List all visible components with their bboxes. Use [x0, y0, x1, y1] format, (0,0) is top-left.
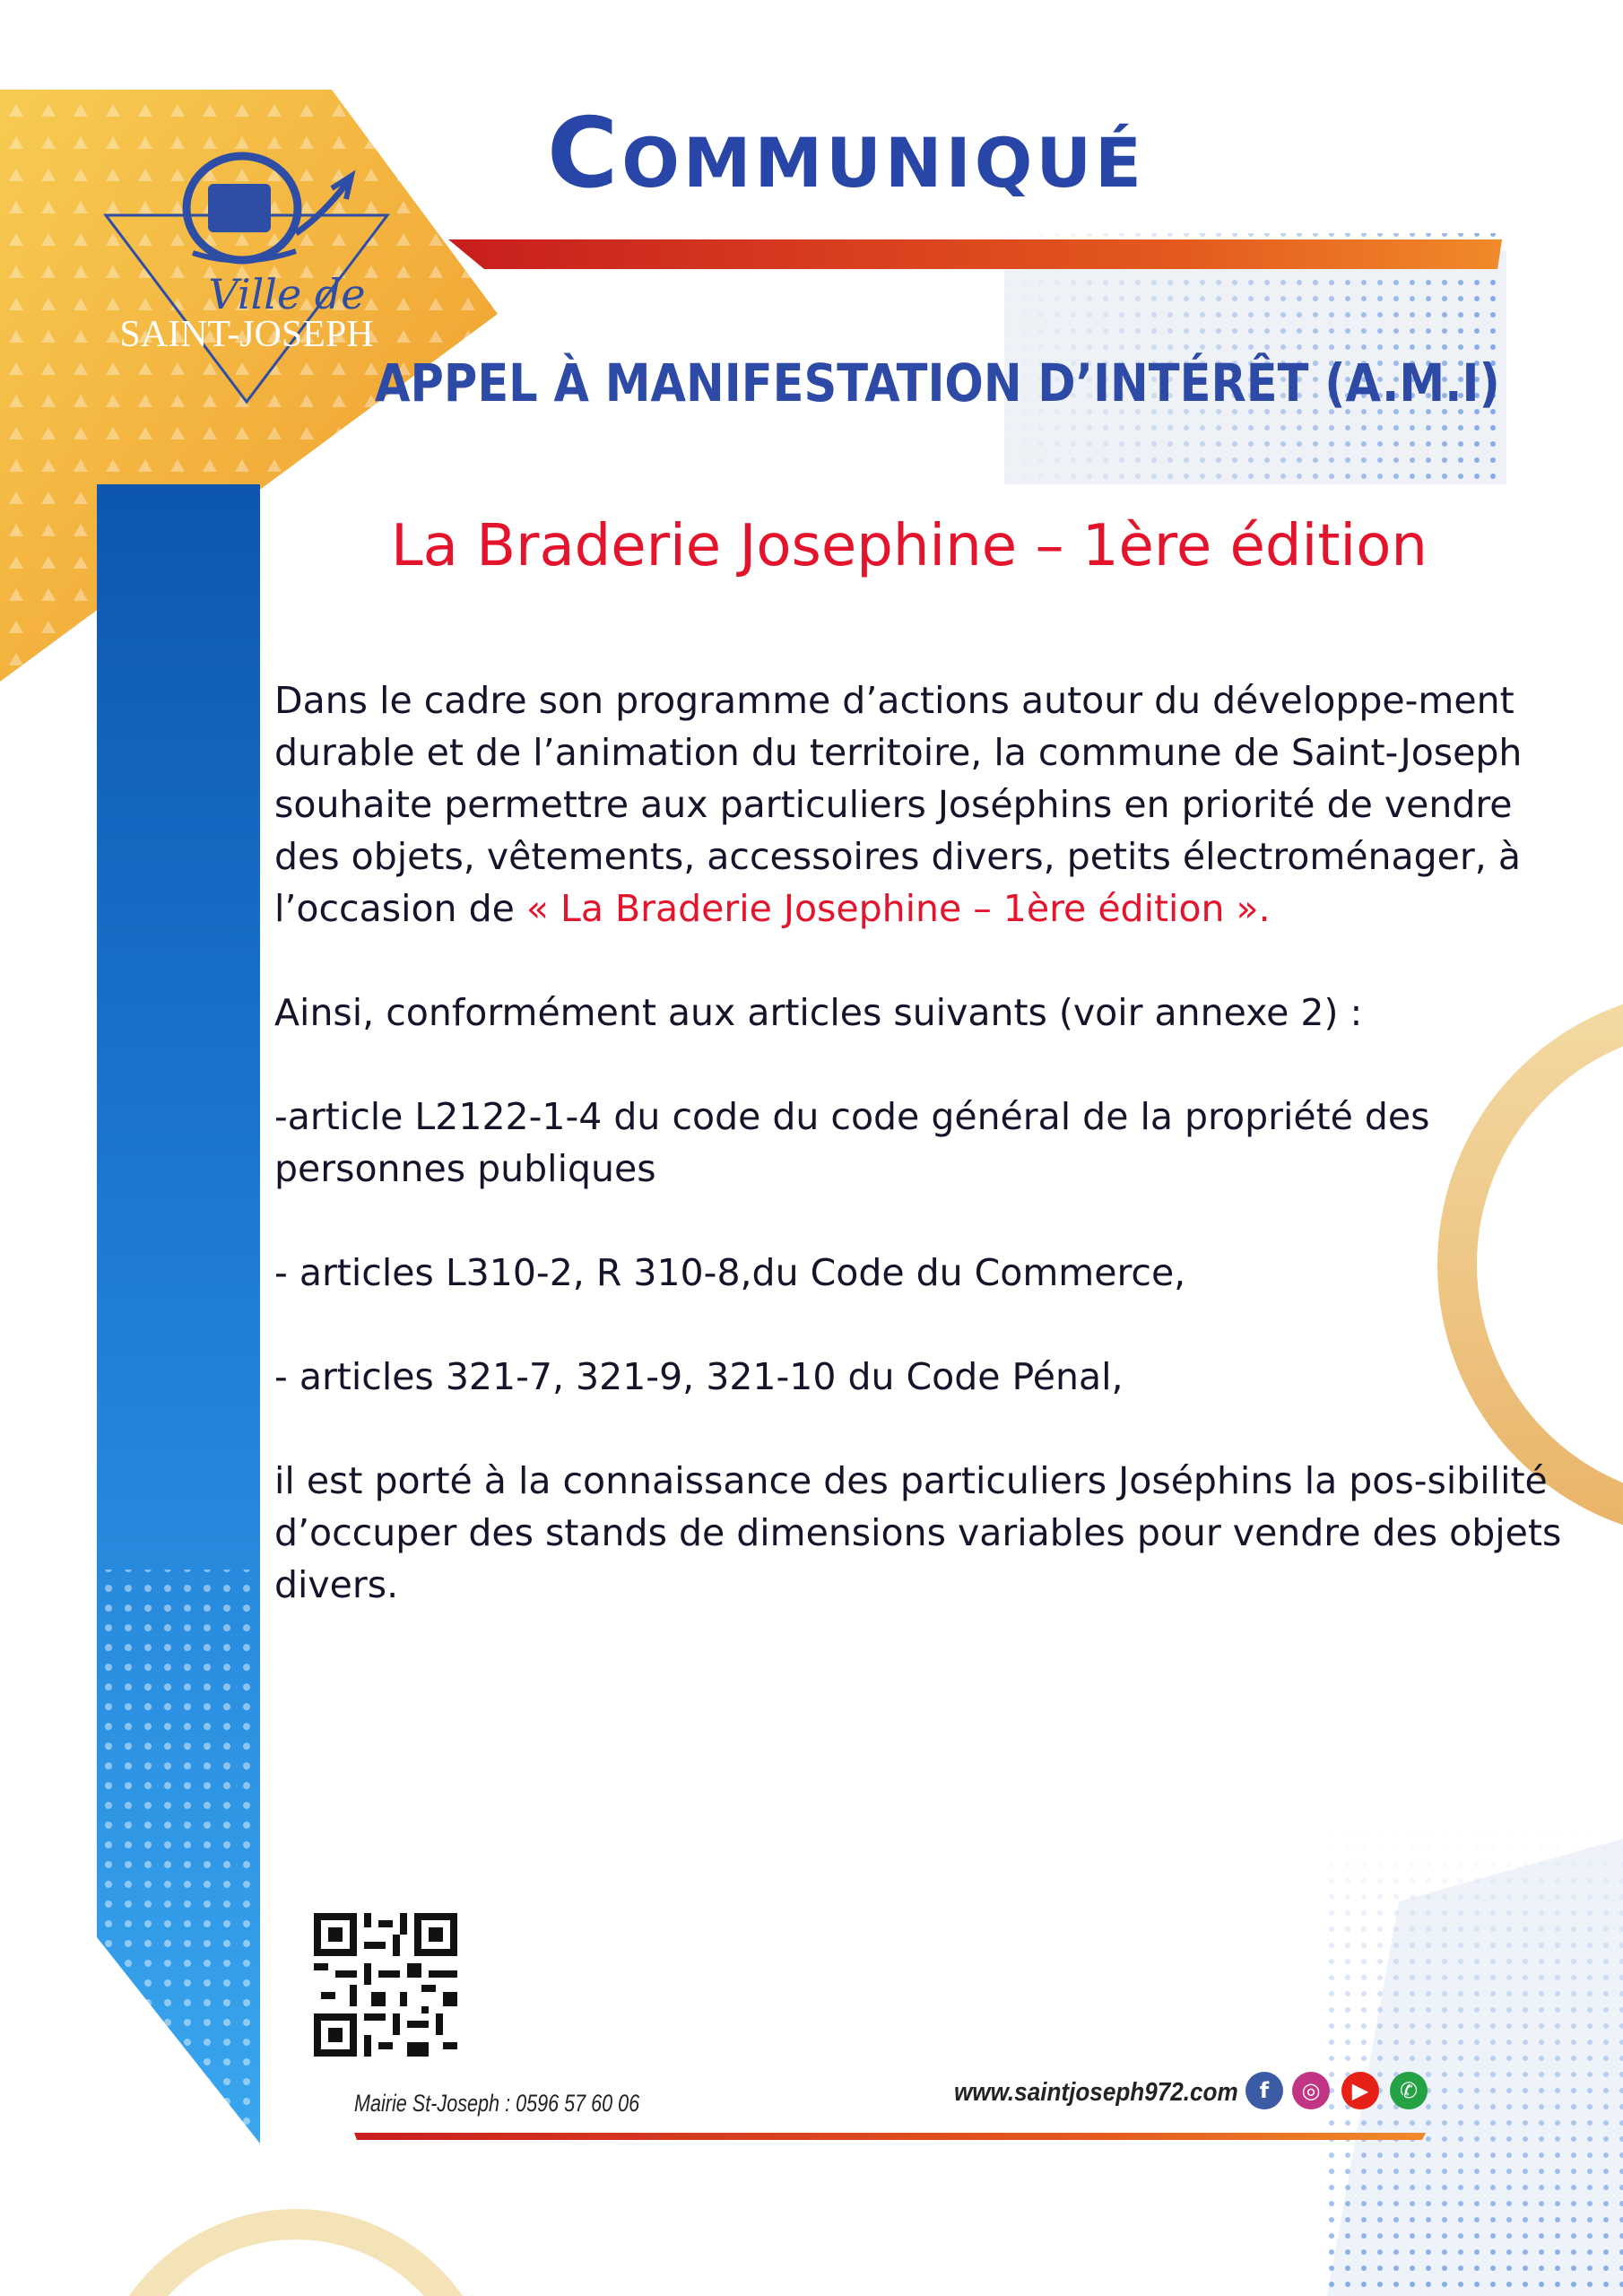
- facebook-icon[interactable]: f: [1245, 2072, 1283, 2109]
- youtube-icon[interactable]: ▶: [1341, 2072, 1379, 2109]
- website-link[interactable]: www.saintjoseph972.com: [954, 2078, 1238, 2107]
- body-text: [274, 674, 1566, 1663]
- instagram-icon[interactable]: ◎: [1292, 2072, 1330, 2109]
- event-title: La Braderie Josephine – 1ère édition: [391, 513, 1428, 579]
- intro-paragraph: [274, 674, 1566, 935]
- logo-city-name: SAINT-JOSEPH: [119, 314, 374, 355]
- intro-text: Dans le cadre son programme d’actions autour du développe-ment durable et de l’animation du territoire, la commune de Saint-Joseph souhaite permettre aux particuliers Joséphins en priorité de vendre des objets, vêtements, accessoires divers, petits électroménager, à l’occasion de: [274, 679, 1523, 930]
- ami-subtitle: APPEL À MANIFESTATION D’INTÉRÊT (A.M.I): [375, 352, 1500, 413]
- article-item: - articles 321-7, 321-9, 321-10 du Code Pénal,: [274, 1355, 1124, 1398]
- page-title: Communiqué: [547, 98, 1145, 210]
- phone-contact: Mairie St-Joseph : 0596 57 60 06: [354, 2090, 640, 2117]
- article-item: -article L2122-1-4 du code du code général de la propriété des personnes publiques: [274, 1095, 1430, 1190]
- article-item: - articles L310-2, R 310-8,du Code du Commerce,: [274, 1251, 1186, 1294]
- whatsapp-icon[interactable]: ✆: [1390, 2072, 1428, 2109]
- logo-script-text: Ville de: [208, 270, 366, 318]
- event-reference: « La Braderie Josephine – 1ère édition ».: [525, 887, 1271, 930]
- conclusion-paragraph: il est porté à la connaissance des particuliers Joséphins la pos-sibilité d’occuper des stands de dimensions variables pour vendre des objets divers.: [274, 1459, 1562, 1606]
- articles-intro: Ainsi, conformément aux articles suivants (voir annexe 2) :: [274, 991, 1363, 1034]
